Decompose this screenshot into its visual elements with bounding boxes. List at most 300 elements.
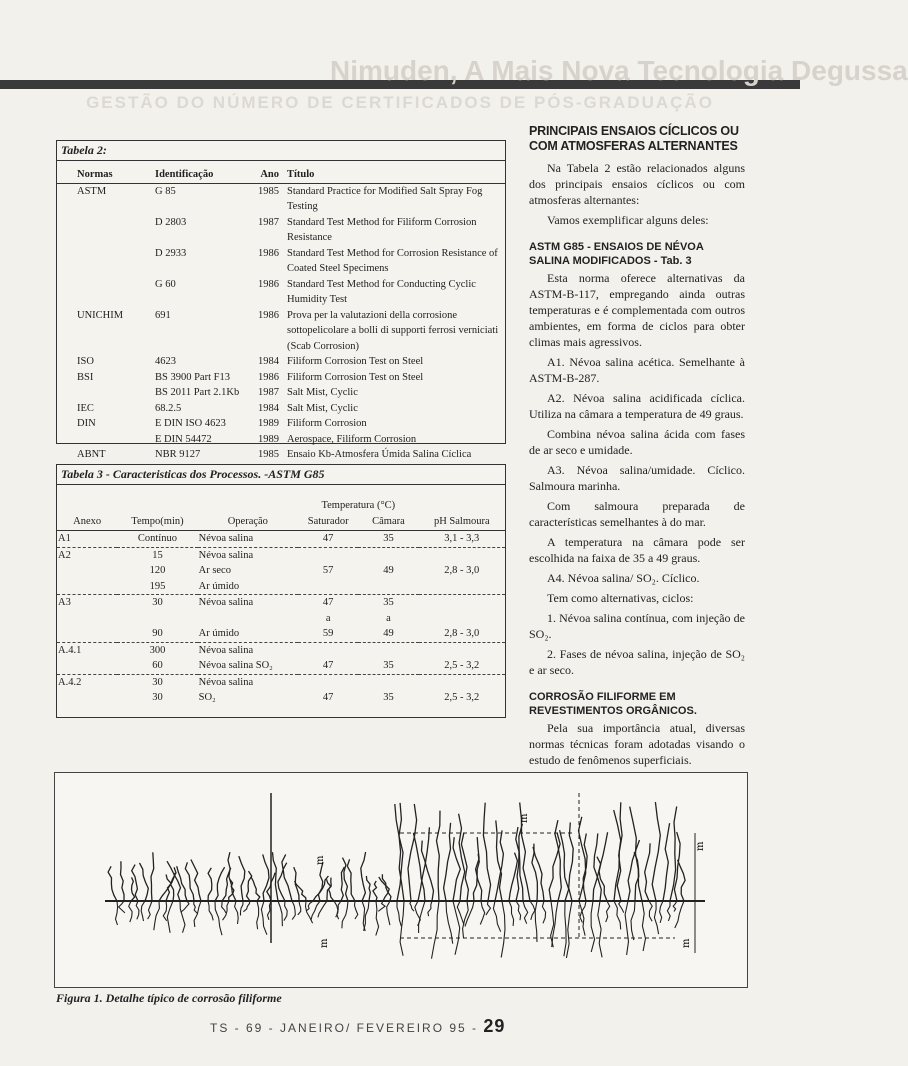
filament-stroke [129, 901, 132, 922]
header-anexo: Anexo [57, 514, 117, 531]
cell-anexo: A.4.2 [57, 674, 117, 690]
filament-stroke [516, 901, 521, 920]
filament-stroke [215, 901, 222, 935]
cell-identificacao: 691 [155, 309, 171, 321]
filament-stroke [493, 901, 500, 932]
table-row [57, 579, 505, 595]
astm-paragraph: 2. Fases de névoa salina, injeção de SO₂ e ar seco. [529, 647, 745, 677]
article-column [529, 124, 745, 772]
page-footer [210, 1016, 610, 1037]
cell-anexo [57, 611, 117, 627]
cell-titulo: Aerospace, Filiform Corrosion [287, 433, 417, 445]
cell-ano: 1986 [258, 371, 279, 383]
header-identificacao: Identificação [153, 161, 245, 183]
cell-identificacao: BS 2011 Part 2.1Kb [155, 387, 240, 398]
table-row [57, 642, 505, 658]
filament-stroke [552, 901, 558, 947]
cell-norma: DIN [77, 418, 96, 429]
filament-stroke [228, 852, 236, 901]
table-row [57, 215, 505, 246]
filament-stroke [382, 874, 391, 901]
table-2 [56, 140, 506, 460]
cell-camara [358, 547, 418, 563]
cell-operacao: SO₂ [198, 692, 216, 703]
table-row [57, 563, 505, 579]
filament-stroke [329, 878, 334, 901]
cell-titulo: Filiform Corrosion [287, 418, 367, 429]
table-row [57, 416, 505, 432]
cell-ano: 1984 [258, 402, 279, 414]
cell-saturador: 47 [298, 595, 358, 611]
header-ph: pH Salmoura [419, 514, 505, 531]
filament-stroke [580, 901, 586, 923]
filiform-paragraph: Pela sua importância atual, diversas normas técnicas foram adotadas visando o estudo de fenômenos superficiais. [529, 721, 745, 767]
cell-camara: 49 [383, 628, 394, 639]
filament-stroke [148, 901, 152, 919]
filament-stroke [660, 901, 663, 923]
cell-saturador: 59 [322, 628, 334, 639]
cell-ano: 1987 [258, 216, 279, 228]
cell-camara [358, 579, 418, 595]
filament-stroke [432, 901, 440, 959]
page-number: 29 [483, 1016, 506, 1036]
cell-norma [57, 432, 153, 448]
filament-stroke [631, 901, 635, 940]
cell-identificacao: D 2803 [155, 216, 187, 228]
cell-saturador: 47 [322, 692, 334, 703]
label-m-3: m [319, 938, 330, 948]
filament-stroke [387, 901, 390, 925]
cell-operacao: Névoa salina [198, 547, 298, 563]
filament-stroke [235, 901, 239, 924]
cell-norma [57, 246, 153, 277]
cell-anexo: A3 [57, 595, 117, 611]
table-row [57, 611, 505, 627]
filament-stroke [619, 901, 624, 913]
cell-operacao: Ar seco [198, 565, 231, 576]
cell-tempo: 90 [152, 628, 163, 639]
filament-stroke [342, 901, 348, 928]
cell-saturador [298, 579, 358, 595]
cell-ph: 2,5 - 3,2 [444, 660, 480, 671]
filaments [108, 802, 685, 959]
table-2-header-row [57, 161, 505, 183]
section-astm-g85-title: ASTM G85 - ENSAIOS DE NÉVOA SALINA MODIFICADOS - Tab. 3 [529, 241, 704, 267]
filament-stroke [533, 847, 544, 901]
cell-identificacao: E DIN 54472 [155, 433, 212, 445]
cell-operacao: Névoa salina [198, 531, 298, 548]
table-row [57, 674, 505, 690]
filament-stroke [194, 901, 198, 913]
filament-stroke [675, 901, 684, 928]
filament-stroke [509, 901, 514, 926]
cell-operacao: Névoa salina [198, 642, 298, 658]
table-2-caption: Tabela 2: [57, 141, 505, 161]
cell-tempo: 30 [117, 595, 197, 611]
filament-stroke [486, 901, 491, 915]
cell-saturador: 47 [298, 531, 358, 548]
ghost-header-text: Nimuden, A Mais Nova Tecnologia Degussa [330, 55, 908, 86]
filament-stroke [461, 833, 468, 901]
filament-stroke [336, 901, 341, 917]
cell-saturador: 47 [322, 660, 334, 671]
cell-identificacao: 4623 [155, 356, 176, 367]
cell-norma: IEC [77, 402, 94, 414]
table-row [57, 183, 505, 215]
cell-identificacao: BS 3900 Part F13 [155, 371, 230, 383]
filament-stroke [292, 901, 295, 920]
cell-camara: 49 [383, 565, 394, 576]
filament-stroke [361, 852, 366, 901]
table-row [57, 246, 505, 277]
cell-ano: 1989 [258, 433, 279, 445]
filament-stroke [476, 837, 482, 901]
filament-stroke [311, 901, 320, 920]
header-ano: Ano [245, 161, 285, 183]
cell-saturador [298, 642, 358, 658]
filament-stroke [181, 901, 189, 912]
filament-stroke [140, 863, 149, 901]
filament-stroke [670, 807, 677, 902]
filament-stroke [131, 877, 135, 901]
header-titulo: Título [285, 161, 505, 183]
filament-stroke [151, 852, 154, 901]
filament-stroke [108, 866, 117, 901]
cell-titulo: Standard Test Method for Corrosion Resistance of Coated Steel Specimens [287, 247, 498, 274]
cell-identificacao: D 2933 [155, 247, 187, 259]
filament-stroke [397, 901, 401, 926]
filament-stroke [542, 901, 545, 923]
cell-anexo: A1 [57, 531, 117, 548]
filament-stroke [437, 811, 441, 901]
filament-stroke [208, 868, 212, 901]
cell-titulo: Salt Mist, Cyclic [287, 387, 358, 398]
filament-stroke [251, 877, 260, 901]
table-3-caption: Tabela 3 - Caracteristicas dos Processos. -ASTM G85 [57, 465, 505, 485]
cell-operacao: Névoa salina SO₂ [198, 660, 273, 671]
filament-stroke [378, 901, 385, 911]
filament-stroke [654, 901, 658, 934]
cell-camara [358, 674, 418, 690]
filament-stroke [419, 901, 425, 933]
filament-stroke [652, 802, 660, 901]
cell-anexo [57, 579, 117, 595]
filament-stroke [678, 860, 686, 901]
filament-stroke [667, 901, 670, 921]
cell-ph [419, 547, 505, 563]
cell-ph: 2,8 - 3,0 [444, 565, 480, 576]
cell-camara: 35 [358, 595, 418, 611]
filament-stroke [598, 901, 602, 957]
cell-tempo: Contínuo [117, 531, 197, 548]
table-row [57, 277, 505, 308]
filament-stroke [663, 823, 670, 901]
cell-tempo: 30 [117, 674, 197, 690]
cell-camara: 35 [383, 660, 394, 671]
table-row [57, 447, 505, 463]
filament-stroke [194, 901, 201, 927]
filament-stroke [591, 901, 595, 952]
cell-ano: 1984 [258, 356, 279, 367]
table-3-header-row [57, 514, 505, 531]
header-camara: Câmara [358, 514, 418, 531]
filament-stroke [191, 860, 201, 902]
cell-anexo [57, 690, 117, 706]
cell-tempo: 120 [149, 565, 166, 576]
table-row [57, 385, 505, 401]
cell-norma [57, 277, 153, 308]
cell-operacao [198, 611, 298, 627]
filament-stroke [239, 856, 245, 901]
table-row [57, 354, 505, 370]
filament-stroke [413, 833, 425, 901]
cell-tempo: 300 [117, 642, 197, 658]
table-3-grid [57, 485, 505, 706]
cell-camara [358, 642, 418, 658]
filament-stroke [163, 901, 166, 921]
cell-ph: 2,5 - 3,2 [444, 692, 480, 703]
cell-camara: 35 [383, 692, 394, 703]
cell-operacao: Névoa salina [198, 674, 298, 690]
table-row [57, 531, 505, 548]
filament-stroke [347, 859, 355, 901]
cell-identificacao: E DIN ISO 4623 [155, 418, 226, 429]
table-row [57, 595, 505, 611]
cell-ano: 1986 [258, 247, 279, 259]
filament-stroke [247, 871, 252, 901]
cell-operacao: Ar úmido [198, 628, 240, 639]
filament-stroke [318, 901, 327, 917]
filament-stroke [243, 901, 250, 912]
cell-camara: 35 [358, 531, 418, 548]
cell-titulo: Ensaio Kb-Atmosfera Úmida Salina Cíclica [287, 449, 472, 460]
temperature-header: Temperatura (°C) [321, 500, 396, 511]
filament-stroke [549, 833, 560, 902]
cell-ano: 1985 [258, 185, 279, 197]
astm-paragraph: A1. Névoa salina acética. Semelhante à ASTM-B-287. [529, 355, 745, 385]
cell-ano: 1986 [258, 278, 279, 290]
table-row [57, 690, 505, 706]
cell-tempo: 195 [149, 580, 166, 592]
filament-stroke [366, 876, 370, 901]
filament-stroke [410, 901, 414, 911]
cell-identificacao: 68.2.5 [155, 402, 182, 414]
cell-tempo: 15 [117, 547, 197, 563]
cell-anexo [57, 658, 117, 674]
filament-stroke [116, 901, 118, 925]
cell-saturador [298, 547, 358, 563]
cell-norma [57, 385, 153, 401]
filament-stroke [306, 901, 313, 911]
filament-stroke [459, 814, 465, 901]
cell-ph [419, 642, 505, 658]
filament-stroke [373, 881, 377, 901]
cell-anexo: A2 [57, 547, 117, 563]
filament-stroke [496, 820, 502, 901]
filament-stroke [261, 901, 267, 935]
intro-paragraph: Na Tabela 2 estão relacionados alguns dos principais ensaios cíclicos ou com atmosferas alternantes: [529, 161, 745, 207]
cell-ph: 3,1 - 3,3 [419, 531, 505, 548]
filament-stroke [121, 861, 125, 901]
table-row [57, 547, 505, 563]
filament-stroke [136, 901, 139, 919]
cell-norma: ISO [77, 356, 94, 367]
cell-ano: 1985 [258, 449, 279, 460]
filament-stroke [530, 901, 535, 920]
filament-stroke [167, 901, 173, 933]
filament-stroke [318, 862, 323, 901]
cell-titulo: Standard Test Method for Conducting Cyclic Humidity Test [287, 278, 476, 305]
cell-norma: UNICHIM [77, 309, 124, 321]
filament-stroke [208, 901, 213, 920]
cell-titulo: Filiform Corrosion Test on Steel [287, 371, 424, 383]
cell-ph [419, 579, 505, 595]
filament-stroke [282, 854, 292, 901]
figure-filiform-corrosion [54, 772, 748, 988]
filament-stroke [428, 901, 432, 916]
cell-titulo: Salt Mist, Cyclic [287, 402, 358, 414]
filament-stroke [141, 901, 145, 921]
table-row [57, 370, 505, 386]
cell-ano: 1987 [258, 387, 279, 398]
filament-stroke [645, 843, 650, 901]
filament-stroke [569, 822, 574, 901]
footer-text: TS - 69 - JANEIRO/ FEVEREIRO 95 - [210, 1021, 479, 1035]
filament-stroke [523, 901, 528, 924]
cell-camara: a [386, 612, 391, 624]
filament-stroke [257, 901, 259, 929]
cell-norma: BSI [77, 371, 94, 383]
table-row [57, 401, 505, 417]
astm-paragraph: A2. Névoa salina acidificada cíclica. Utiliza na câmara a temperatura de 49 graus. [529, 391, 745, 421]
astm-paragraph: Com salmoura preparada de características semelhantes à do mar. [529, 499, 745, 529]
filament-stroke [614, 810, 621, 901]
cell-ph [419, 595, 505, 611]
cell-titulo: Standard Practice for Modified Salt Spray Fog Testing [287, 185, 483, 212]
filament-stroke [446, 901, 453, 944]
filament-stroke [376, 901, 379, 936]
cell-ph: 2,8 - 3,0 [444, 628, 480, 639]
label-m-4: m [695, 841, 706, 851]
table-3-temp-row [57, 485, 505, 514]
filament-stroke [119, 901, 125, 913]
table-row [57, 626, 505, 642]
astm-paragraph: Combina névoa salina ácida com fases de ar seco e umidade. [529, 427, 745, 457]
cell-saturador: a [325, 612, 331, 624]
label-m-1: m [315, 855, 326, 865]
header-operacao: Operação [198, 514, 298, 531]
section-filiform-title: CORROSÃO FILIFORME EM REVESTIMENTOS ORGÂNICOS. [529, 691, 697, 717]
cell-norma [57, 215, 153, 246]
filament-stroke [215, 867, 225, 901]
filament-stroke [483, 803, 490, 901]
cell-saturador [298, 674, 358, 690]
filament-stroke [564, 901, 566, 956]
cell-tempo: 30 [152, 692, 163, 703]
cell-ano: 1986 [258, 309, 279, 321]
filament-stroke [295, 881, 306, 901]
filament-stroke [355, 901, 358, 919]
astm-paragraph: 1. Névoa salina contínua, com injeção de SO₂. [529, 611, 745, 641]
table-row [57, 658, 505, 674]
filament-stroke [278, 901, 282, 926]
filament-stroke [241, 901, 244, 916]
filament-stroke [185, 862, 194, 901]
filament-stroke [154, 901, 160, 930]
cell-identificacao: G 60 [155, 278, 176, 290]
figure-caption: Figura 1. Detalhe típico de corrosão filiforme [56, 991, 282, 1005]
filament-stroke [284, 901, 287, 921]
filament-stroke [501, 901, 505, 958]
filament-stroke [642, 901, 646, 951]
header-saturador: Saturador [298, 514, 358, 531]
filament-stroke [673, 901, 677, 912]
table-2-grid [57, 161, 505, 463]
cell-tempo [117, 611, 197, 627]
cell-norma: ABNT [77, 449, 106, 460]
filament-stroke [480, 901, 484, 925]
table-row [57, 308, 505, 355]
cell-anexo: A.4.1 [57, 642, 117, 658]
cell-titulo: Prova per la valutazioni della corrosione sottopelicolare a bolli di supporti ferrosi verniciati (Scab Corrosion) [287, 309, 499, 352]
astm-paragraph: A3. Névoa salina/umidade. Cíclico. Salmoura marinha. [529, 463, 745, 493]
filament-stroke [223, 901, 230, 920]
astm-paragraph: A4. Névoa salina/ SO₂. Cíclico. [547, 571, 700, 585]
filament-stroke [649, 901, 652, 921]
cell-titulo: Filiform Corrosion Test on Steel [287, 356, 424, 367]
cell-operacao: Névoa salina [198, 595, 298, 611]
cell-saturador: 57 [322, 565, 334, 576]
table-3 [56, 464, 506, 718]
filament-stroke [444, 823, 451, 901]
cell-operacao: Ar úmido [198, 580, 240, 592]
cell-identificacao: G 85 [155, 185, 176, 197]
cell-titulo: Standard Test Method for Filiform Corrosion Resistance [287, 216, 477, 243]
label-m-2: m [519, 813, 530, 823]
cell-anexo [57, 563, 117, 579]
filament-stroke [566, 901, 572, 958]
table-row [57, 432, 505, 448]
filament-stroke [400, 901, 404, 956]
cell-ph [419, 674, 505, 690]
filament-stroke [625, 901, 628, 955]
filament-stroke [509, 853, 517, 901]
filiform-corrosion-drawing [55, 773, 747, 987]
astm-paragraph: Tem como alternativas, ciclos: [547, 591, 694, 605]
filament-stroke [298, 901, 301, 915]
cell-anexo [57, 626, 117, 642]
astm-paragraph: A temperatura na câmara pode ser escolhida na faixa de 35 a 49 graus. [529, 535, 745, 565]
filament-stroke [606, 901, 610, 922]
article-title: PRINCIPAIS ENSAIOS CÍCLICOS OU COM ATMOSFERAS ALTERNANTES [529, 124, 739, 153]
cell-ph [419, 611, 505, 627]
filament-stroke [408, 804, 417, 901]
cell-identificacao: NBR 9127 [155, 449, 201, 460]
astm-paragraph: Esta norma oferece alternativas da ASTM-B-117, empregando ainda outras temperaturas e é complementada com outros ambientes, em forma de ciclos para obter climas mais agressivos. [529, 271, 745, 349]
cell-norma: ASTM [77, 185, 107, 197]
cell-ano: 1989 [258, 418, 279, 429]
header-tempo: Tempo(min) [117, 514, 197, 531]
filament-stroke [535, 901, 537, 942]
filament-stroke [579, 817, 586, 901]
cell-tempo: 60 [152, 660, 163, 671]
filament-stroke [180, 901, 185, 933]
ghost-subheader-text: GESTÃO DO NÚMERO DE CERTIFICADOS DE PÓS-GRADUAÇÃO [86, 93, 714, 112]
header-normas: Normas [57, 161, 153, 183]
intro-paragraph: Vamos exemplificar alguns deles: [547, 213, 709, 227]
filament-stroke [222, 901, 226, 913]
label-m-5: m [681, 938, 692, 948]
